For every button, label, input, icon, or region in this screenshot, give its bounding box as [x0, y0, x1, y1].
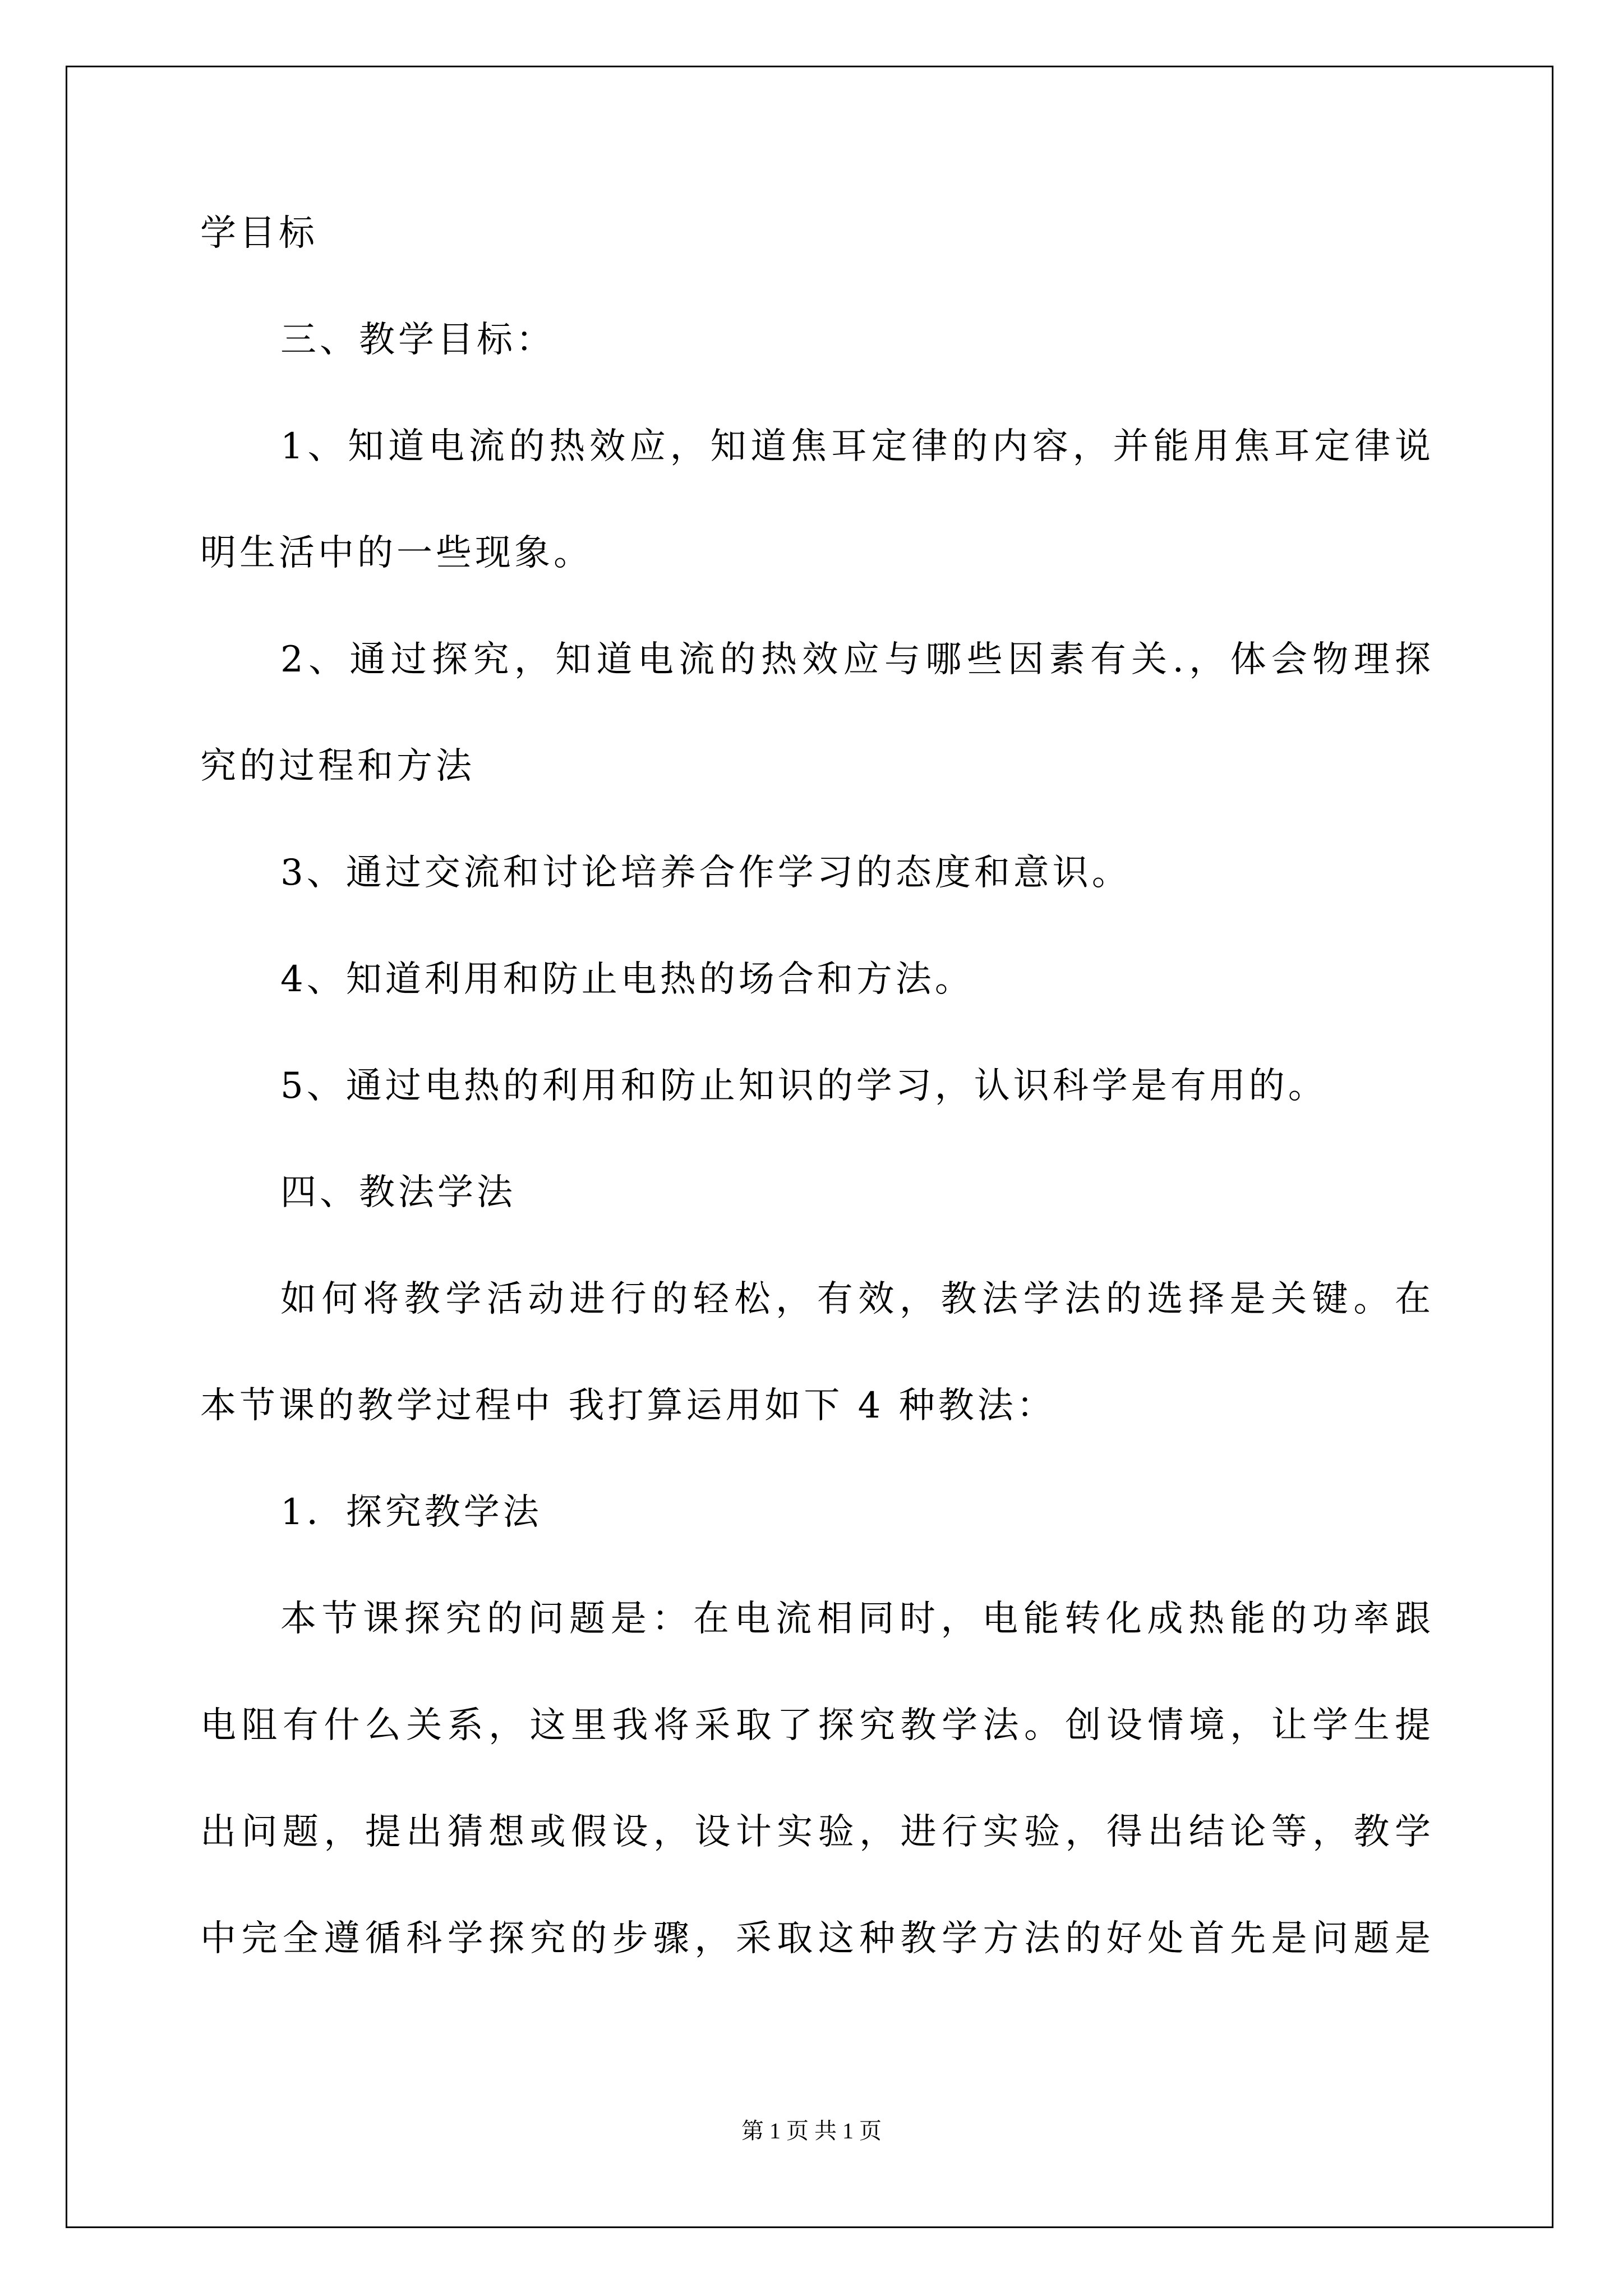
- section-heading: 四、教法学法: [280, 1172, 516, 1213]
- text-line: 5、通过电热的利用和防止知识的学习，认识科学是有用的。: [280, 1065, 1327, 1107]
- document-body: [200, 213, 1434, 2025]
- text-line: 究的过程和方法: [200, 746, 475, 787]
- text-line: 电阻有什么关系，这里我将采取了探究教学法。创设情境，让学生提: [200, 1705, 1434, 1746]
- text-line: 本节课探究的问题是：在电流相同时，电能转化成热能的功率跟: [280, 1598, 1434, 1640]
- section-heading: 三、教学目标：: [280, 319, 555, 361]
- subsection-heading: 1．探究教学法: [280, 1492, 542, 1533]
- text-line: 学目标: [200, 213, 318, 254]
- text-line: 明生活中的一些现象。: [200, 532, 593, 574]
- text-line: 本节课的教学过程中 我打算运用如下 4 种教法：: [200, 1385, 1056, 1427]
- text-line: 如何将教学活动进行的轻松，有效，教法学法的选择是关键。在: [280, 1278, 1434, 1320]
- text-line: 1、知道电流的热效应，知道焦耳定律的内容，并能用焦耳定律说: [280, 426, 1434, 467]
- page-footer: 第 1 页 共 1 页: [741, 2118, 882, 2143]
- text-line: 2、通过探究，知道电流的热效应与哪些因素有关.，体会物理探: [280, 639, 1434, 680]
- text-line: 4、知道利用和防止电热的场合和方法。: [280, 959, 974, 1000]
- text-line: 中完全遵循科学探究的步骤，采取这种教学方法的好处首先是问题是: [200, 1918, 1434, 1959]
- text-line: 出问题，提出猜想或假设，设计实验，进行实验，得出结论等，教学: [200, 1811, 1434, 1853]
- text-line: 3、通过交流和讨论培养合作学习的态度和意识。: [280, 852, 1131, 894]
